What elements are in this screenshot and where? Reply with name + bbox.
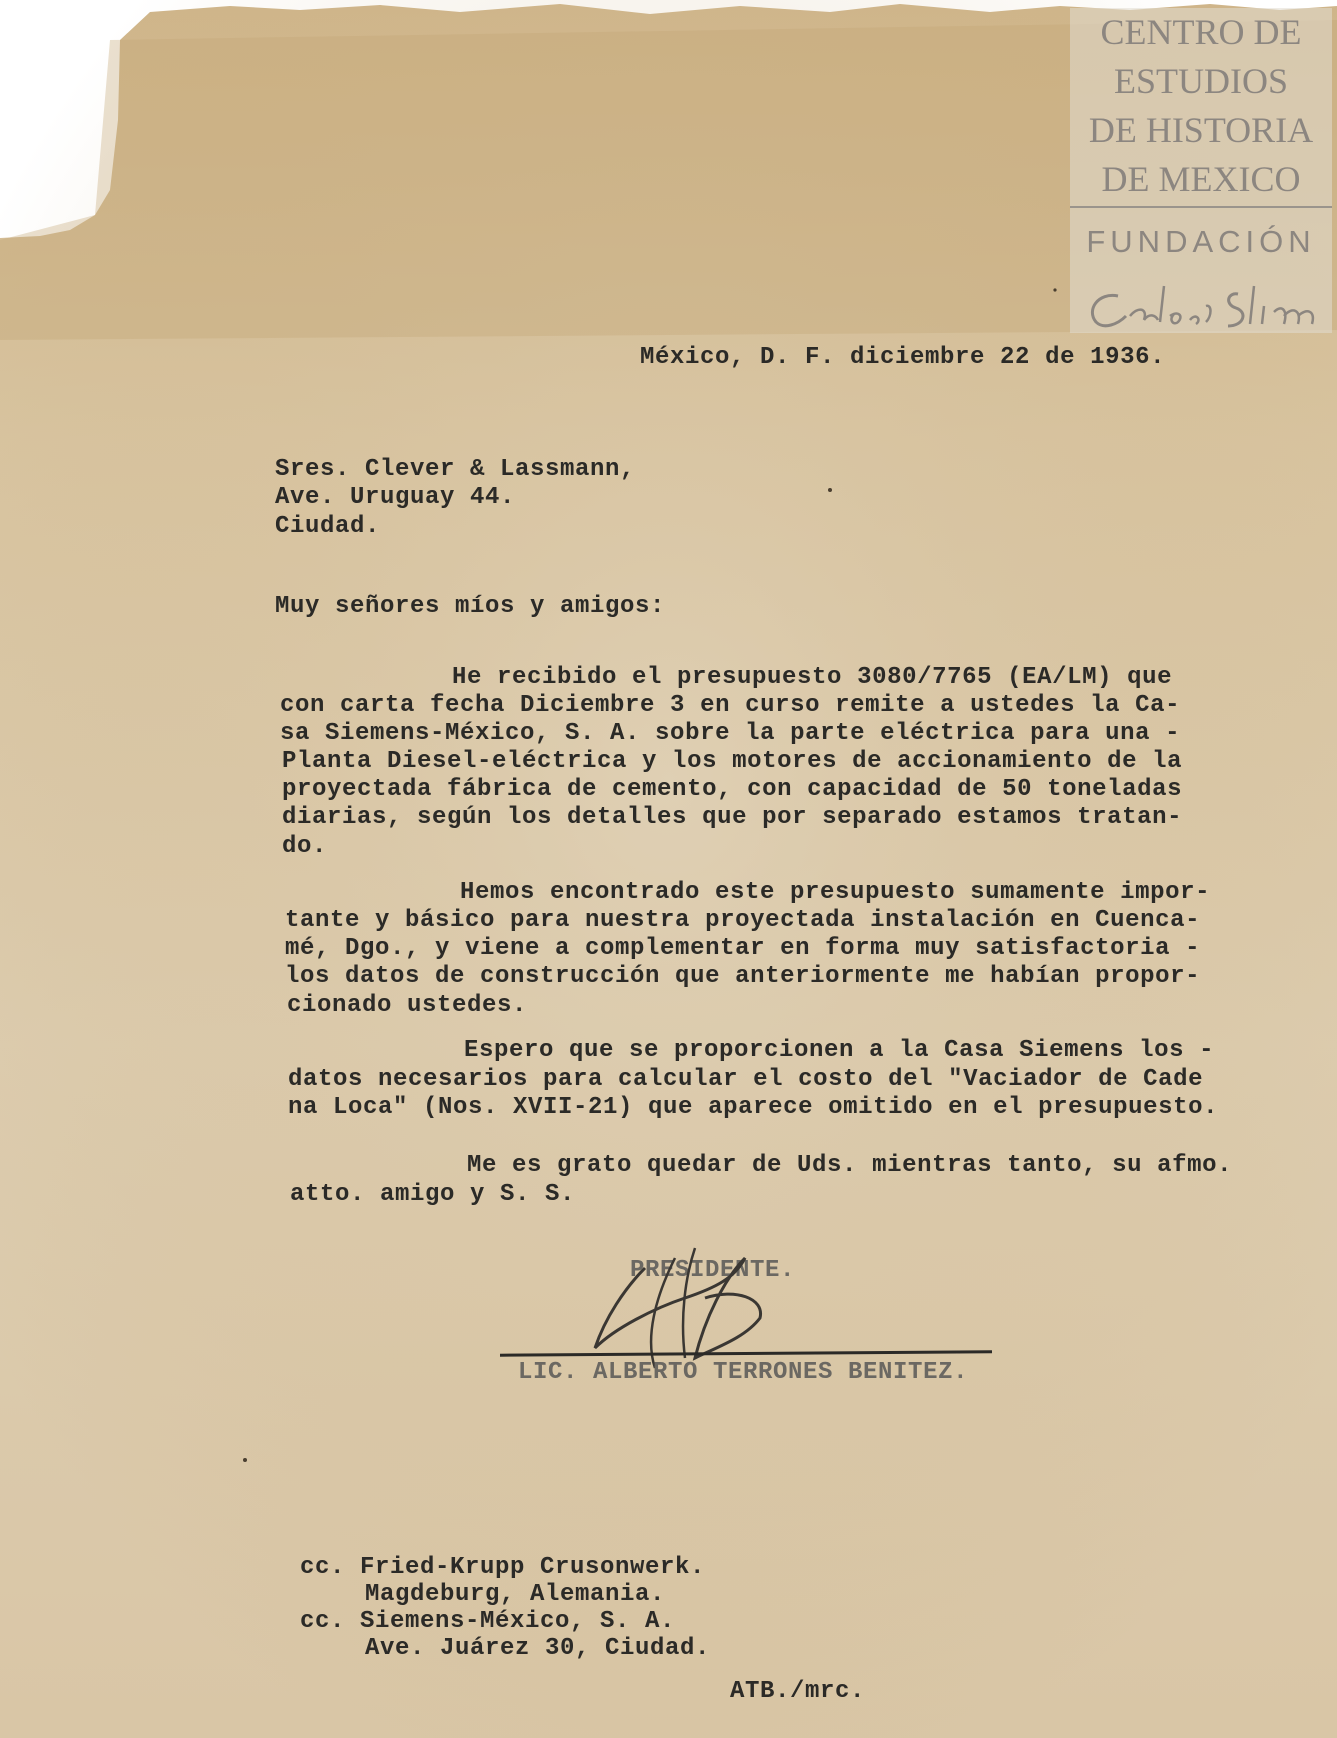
watermark-line-1: CENTRO DE [1100, 12, 1302, 52]
paragraph-1-line-5: proyectada fábrica de cemento, con capacidad de 50 toneladas [282, 776, 1183, 803]
watermark-foundation: FUNDACIÓN [1086, 224, 1316, 259]
paragraph-3-line-3: na Loca" (Nos. XVII-21) que aparece omitido en el presupuesto. [288, 1094, 1219, 1121]
signature-name: LIC. ALBERTO TERRONES BENITEZ. [518, 1359, 969, 1386]
paragraph-3-line-2: datos necesarios para calcular el costo del "Vaciador de Cade [288, 1066, 1204, 1093]
paragraph-2-line-2: tante y básico para nuestra proyectada instalación en Cuenca- [285, 907, 1201, 934]
paragraph-1-line-6: diarias, según los detalles que por separado estamos tratan- [282, 804, 1183, 831]
cc-line-2: Magdeburg, Alemania. [365, 1581, 666, 1608]
salutation: Muy señores míos y amigos: [275, 593, 666, 620]
paragraph-4-line-1: Me es grato quedar de Uds. mientras tanto, su afmo. [467, 1152, 1233, 1179]
letter-date: México, D. F. diciembre 22 de 1936. [640, 344, 1166, 371]
cc-line-4: Ave. Juárez 30, Ciudad. [365, 1635, 711, 1662]
paragraph-1-line-7: do. [282, 833, 328, 860]
paragraph-1-line-1: He recibido el presupuesto 3080/7765 (EA/LM) que [452, 664, 1173, 691]
paragraph-3-line-1: Espero que se proporcionen a la Casa Siemens los - [464, 1037, 1215, 1064]
paragraph-4-line-2: atto. amigo y S. S. [290, 1181, 576, 1208]
signature-title: PRESIDENTE. [630, 1257, 796, 1284]
paragraph-2-line-1: Hemos encontrado este presupuesto sumamente impor- [460, 879, 1211, 906]
watermark-line-3: DE HISTORIA [1088, 110, 1314, 150]
watermark-line-2: ESTUDIOS [1113, 61, 1288, 101]
paragraph-1-line-4: Planta Diesel-eléctrica y los motores de accionamiento de la [282, 748, 1183, 775]
cc-line-3: cc. Siemens-México, S. A. [300, 1608, 676, 1635]
handwritten-signature [585, 1238, 785, 1378]
watermark-line-4: DE MEXICO [1101, 159, 1301, 199]
reference-initials: ATB./mrc. [730, 1678, 866, 1705]
carlos-slim-signature-logo [1078, 276, 1328, 336]
cc-line-1: cc. Fried-Krupp Crusonwerk. [300, 1554, 706, 1581]
archive-watermark [1070, 8, 1332, 333]
recipient-line-2: Ave. Uruguay 44. [275, 484, 516, 511]
paragraph-1-line-3: sa Siemens-México, S. A. sobre la parte eléctrica para una - [280, 720, 1181, 747]
recipient-line-1: Sres. Clever & Lassmann, [275, 456, 636, 483]
paragraph-1-line-2: con carta fecha Diciembre 3 en curso remite a ustedes la Ca- [280, 692, 1181, 719]
watermark-divider [1070, 206, 1332, 208]
paragraph-2-line-3: mé, Dgo., y viene a complementar en forma muy satisfactoria - [285, 935, 1201, 962]
paragraph-2-line-5: cionado ustedes. [287, 992, 528, 1019]
recipient-line-3: Ciudad. [275, 513, 381, 540]
paragraph-2-line-4: los datos de construcción que anteriormente me habían propor- [285, 963, 1201, 990]
